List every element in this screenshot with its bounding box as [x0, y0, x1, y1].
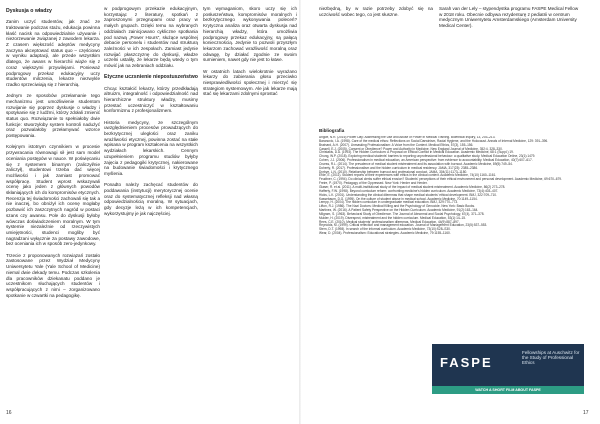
bib-entry: Cassell, E.J. (2005). Consent or Obedience? Power and Authority in Medicine. New England Journal of Medicine, 352:4, 328–330.: [319, 146, 503, 151]
author-bio: Sarah van der Lely – stypendystka programu FASPE Medical Fellow w 2018 roku. Obecnie odbywa rezydenturę z pediatrii w centrum medycznym Uniwersytetu Amsterdamskiego (Amsterdam University Medical Center).: [439, 6, 579, 29]
paragraph: Kolejnym istotnym czynnikiem w procesie przywracania równowagi sił jest sam model oceniania postępów w nauce. W poświęcaniu się z systemem binarnym (zaliczył/nie zaliczył), studentowi trzeba dać więcej możliwości i jak zamiast promować współpracę. Student wprost wskazywali ocenę jako jeden z głównych powodów skłaniających ich do kompromisów etycznych. Recenzja tej świadomości zachowali się tak a nie inaczej, bo obniżył ich ocenę mogłaby pozbawić ich zaszczytnych nagród w postaci szans czy awansu. Pole do dyskusji byłoby wówczas doświadczeniem moralnym. W tym systemie niezależnie od rzeczywistych umiejętności, studenci mogliby być nagradzani wyłącznie za postawy zawodowe, bez oceniania ich w sposób zero-jedynkowy.: [6, 144, 100, 247]
bib-entry: Mulder, H. (2019). Disrespect, mistreatment and the hidden curriculum. Medical Education, 53(1):14–15.: [319, 215, 466, 220]
page-gutter: [299, 0, 301, 424]
page-number-left: 16: [6, 410, 12, 416]
bib-entry: Brainard, A.H. (2007). Unmasking Professionalism: A Voice from the Context. Medical Ethics, 57(3), 155–156.: [319, 142, 474, 147]
left-column-2: [104, 6, 198, 406]
paragraph: Historia medycyny, ze szczególnym uwzględnieniem procesów prowadzących do bezkrytycznej uległości oraz zaniku wrażliwości etycznej, powinna zostać na stałe wpisana w program kształcenia na wszystkich wydziałach lekarskich. Cennym uzupełnieniem programu studiów byłyby zajęcia z pedagogiki krytycznej, nakierowane na budowanie świadomości i krytycznego myślenia.: [104, 119, 198, 176]
bib-entry: Dyrbye, L.N. (2010). Relationship between burnout and professional conduct. JAMA, 304(11):1173–1180.: [319, 169, 468, 174]
bib-entry: Kassebaum, D.G. (1995). On the culture of student abuse in medical school. Academic Medicine, 70:1149–1154.: [319, 196, 478, 201]
paragraph: Trzecie z proponowanych rozwiązań zostało zastosowane przez Wydział Medycyny Uniwersytetu Yale (Yale School of Medicine) niemal dwie dekady temu. Podczas szkolenia dla pracowników dziekanatu poddano je uczestnikom słuchających studentów i współpracujących z nimi – zorganizowano spotkanie w czwartki na pedagogikę.: [6, 252, 100, 298]
paragraph: w podprogowym przekazie edukacyjnym, korzystając z literatury, spotkań z zaproszonymi przegrupami oraz pracy w małych grupach. Dzięki temu na wybranych oddziałach zainicjowano cykliczne spotkania pod nazwą „Power Hours”, służące wspólnej debacie personelu i studentów nad strukturą zależności w ich zespołach. Zamiast jedynie rozwijać płaszczyznę do dyskusji, władze uczelni ustaliły, że lekarze będą wtedy o tym mówić jak na zebraniach oddziału.: [104, 6, 198, 69]
bib-entry: Baranovic, I.A. (1998). Care of the medical ethos: Reflections on Social Darwinism, Racial Hygiene, and the Holocaust. Annals of Internal Medicine, 129: 391–396.: [319, 138, 549, 143]
bib-entry: Hicks, L.K. (2001). Understanding the clinical dilemmas that shape medical students' ethical development. BMJ, 322:709–710.: [319, 192, 497, 197]
paragraph: Chcąc kształcić lekarzy, którzy przedkładają altruizm, integralność i odpowiedzialność nad hierarchiczne struktury władzy, musimy przestać uczestniczyć w kształtowaniu konformizmu z profesjonalizmem.: [104, 85, 198, 114]
paragraph: W ostatnich latach wielokrotnie wyrażano lekarzy do zabierania głosu przeciwko niesprawiedliwości społecznej i mierzyć się strategiom systemowym. Ale jak lekarze mają stać się lekarzami zdolnymi sprostać: [203, 68, 297, 97]
paragraph: tym wymaganiom, skoro uczy się ich posłuszeństwa, kompromisów moralnych i bezkrytycznego wykonywania poleceń? Krytyczna analiza oraz otwarta dyskusja nad hierarchią władzy, która umożliwia podprogowy przekaz edukacyjny, są pałącą koniecznością. Jedynie to pozwoli przyszłym lekarzom zachować wrażliwość moralną oraz odwagę, by działać zgodnie ze swoim sumieniem, nawet gdy nie jest to łatwe.: [203, 6, 297, 63]
paragraph: Ponadto należy zachęcać studentów do poddawania (instytucji) merytorycznej ocenie oraz do systematycznej refleksji nad własną odpowiedzialnością moralną. W sytuacjach, gdy decyzje leżą w ich kompetencjach, wykorzystujmy je jak najczęściej.: [104, 182, 198, 216]
bib-entry: Doherty, R. (2017). Professionalism and the hidden curriculum in medical residency. JAMA, 317(23): 2385–2386.: [319, 165, 478, 170]
bib-entry: Hafferty, F.W. (1998). Beyond curriculum reform: confronting medicine's hidden curriculum. Academic Medicine, 73(4):403–407.: [319, 188, 499, 193]
paragraph: niezbędną, by w razie potrzeby zdobyć się na uczciwość wobec tego, co jest słuszne.: [319, 6, 433, 17]
section-heading: Etyczne uczsnienie niepostuszeństwo: [104, 74, 198, 81]
bib-entry: Rees, C.E. (2010). Medical students' professionalism dilemmas. Medical Education, 44(9):887–897.: [319, 219, 460, 224]
bib-entry: Martinez, W. (2016). A Patient Safety Perspective on the Hidden Curriculum. Academic Medicine, 91(2):163–164.: [319, 208, 479, 213]
bib-entry: Reynolds, M. (1999). Critical reflection and management education. Journal of Management Education, 23(5):537–553.: [319, 223, 488, 228]
bibliography-title: Bibliografia: [319, 128, 345, 133]
paragraph: Jednym ze sposobów przełamanie tego mechanizmu jest umożliwienie studentom rozwijanie się poprzez dyskusje o władzy i spotykanie się z ludźmi, którzy zdołali zmienić status quo. Rozwiązanie to spełniałoby dwie funkcje: stworzyłoby system kontroli nadużyć oraz pozwalałoby przełamywać wzorce postępowania.: [6, 93, 100, 139]
bib-entry: Glaser, R. et al. (2011). A multi-institutional study of the impact of medical student mistreatment. Academic Medicine, 86(2) 273–278.: [319, 184, 506, 189]
bib-entry: Wear, D. (2004). Professionalism: Educational strategies. Academic Medicine, 79:1155–1160.: [319, 231, 451, 236]
right-column-1: [319, 6, 433, 124]
left-column-1: [6, 6, 100, 406]
bib-entry: Christakis, D.A. (1993). The Hidden Curriculum: A Proposal on Ethical Conflict in Medical Education. Academic Medicine, 68:1 (Suppl.) 19.: [319, 150, 514, 155]
faspe-advertisement[interactable]: [432, 344, 584, 394]
left-column-3: [203, 6, 297, 406]
bib-entry: Stern, D.T. (1998). In search of the informal curriculum. Academic Medicine, 73(10):S28–S30.: [319, 227, 451, 232]
section-heading: Dyskusja o władzy: [6, 8, 52, 14]
paragraph: Zanim uczyć studentów, jak znać ze traktowanie podczas stażu, edukacja powinna kłaść nacisk na odpowiedzialnie używanie i niezorzewanie związanej z zawodem lekarza. Z czasem większość adeptów medycyny zaczyna akceptować status quo – częściowo w wyniku adaptacji, ale przede wszystkim dlatego, że awans w hierarchii wiąże się z coraz większymi przywilejami. Ponieważ podprogowy przekaz edukacyjny uczy studentów milczenia, lekarze niezwykle rzadko sprzeciwiają się z hierarchią.: [6, 19, 100, 87]
bib-entry: Freire, P. (1970). Pedagogy of the Oppressed. New York: Herder and Herder.: [319, 181, 428, 186]
bib-entry: Lempp, H. (2004). The hidden curriculum in undergraduate medical education. BMJ, 329:770–773.: [319, 200, 459, 205]
bib-entry: Cruess, R.L. (2014). The prevalence of medical student mistreatment and its association with burnout. Academic Medicine, 89(5):749–54.: [319, 161, 513, 166]
faspe-logo: FASPE: [440, 355, 493, 370]
bib-entry: Feudtner, C. (1994). Do clinical clerks suffer ethical erosion? Students' perceptions of their ethical environment and personal development. Academic Medicine, 69:670–679.: [319, 177, 562, 182]
page-number-right: 17: [583, 410, 589, 416]
bib-entry: Angoff, N.R. (2016) Power Day: Addressing the Use and Abuse of Power in Medical Training. Bioethical Inquiry, 13, 203–213.: [319, 136, 496, 139]
bib-entry: Cohen, J.J. (2006). Professionalism in medical education, an American perspective: from evidence to accountability. Medical Education, 40(7):607–617.: [319, 158, 533, 163]
bib-entry: Lifton, R.J. (1986). The Nazi Doctors: Medical Killing and the Psychology of Genocide. New York: Basic Books.: [319, 204, 476, 209]
bib-entry: Milgram, S. (1963). Behavioral Study of Obedience. The Journal of Abnormal and Social Psychology, 67(4), 371–378.: [319, 211, 485, 216]
watch-film-link[interactable]: WATCH A SHORT FILM ABOUT FASPE: [432, 386, 584, 394]
bibliography: [319, 136, 582, 336]
bib-entry: Erde, E. (2011). Student reports of their experiences with ethics in the clinical context. Academic Medicine, 74(10) 1160–1161.: [319, 173, 497, 178]
right-column-2: [439, 6, 581, 124]
ad-tagline: Fellowships at Auschwitz for the Study of Professional Ethics: [522, 350, 580, 366]
bib-entry: Chung, W.P. (2018). Exploring medical students' barriers to reporting unprofessional behaviour: a qualitative study. Medical Education Online, 23(1):1479.: [319, 154, 536, 159]
